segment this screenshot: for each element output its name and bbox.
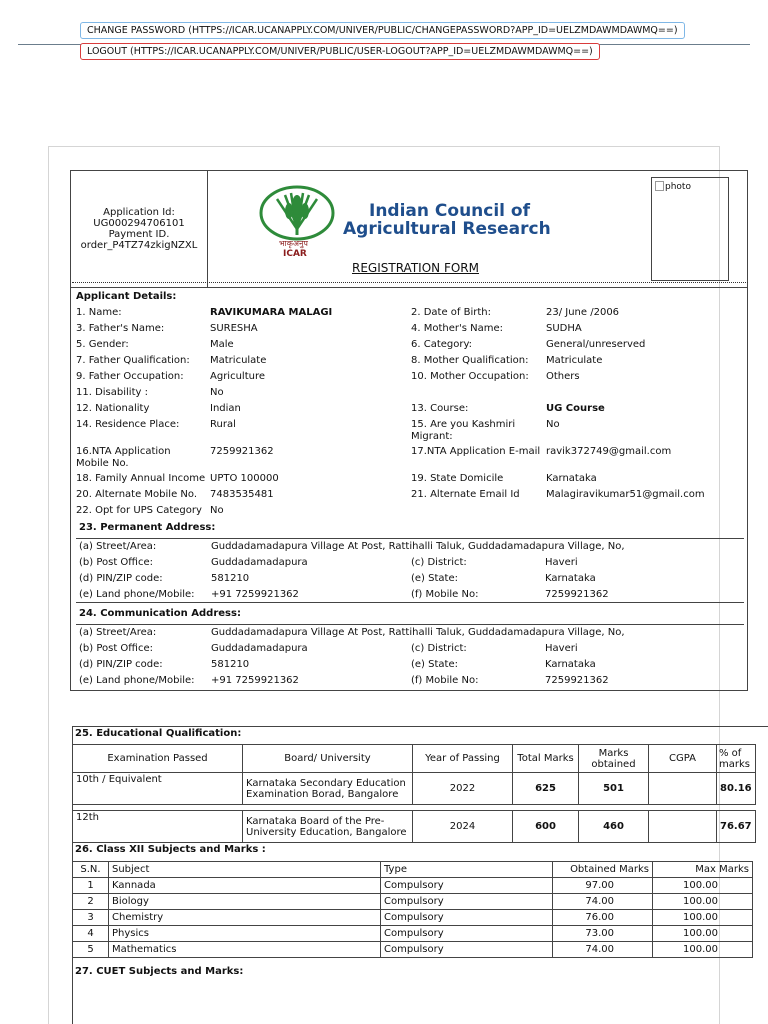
percent-value: 80.16	[717, 773, 756, 805]
comm-pin-value: 581210	[211, 659, 250, 670]
perm-street-value: Guddadamadapura Village At Post, Rattihalli Taluk, Guddadamadapura Village, No,	[211, 541, 625, 552]
communication-address-number: 24.	[79, 608, 97, 619]
subject-value: Kannada	[109, 878, 381, 894]
logo-hindi-text: भाकृअनुप	[279, 239, 308, 248]
col-obtained-marks: Obtained Marks	[553, 862, 653, 878]
father-name-value: SURESHA	[210, 323, 258, 334]
payment-id-label: Payment ID.	[108, 229, 170, 240]
disability-value: No	[210, 387, 224, 398]
residence-value: Rural	[210, 419, 236, 430]
col-total: Total Marks	[513, 745, 579, 773]
sn-value: 3	[73, 910, 109, 926]
subject-row	[73, 878, 753, 894]
detail-row	[76, 489, 748, 505]
nta-email-label: 17.NTA Application E-mail	[411, 446, 541, 457]
subject-row	[73, 910, 753, 926]
permanent-address-heading	[79, 522, 215, 533]
org-name-line1: Indian Council of	[369, 201, 531, 221]
form-header	[70, 170, 748, 288]
sn-value: 1	[73, 878, 109, 894]
detail-row	[76, 355, 748, 371]
col-max-marks: Max Marks	[653, 862, 753, 878]
comm-state-label: (e) State:	[411, 659, 458, 670]
detail-row	[76, 473, 748, 489]
permanent-address-title: Permanent Address:	[100, 522, 216, 533]
address-row	[76, 555, 744, 571]
communication-address-title: Communication Address:	[100, 608, 241, 619]
comm-mobile-label: (f) Mobile No:	[411, 675, 479, 686]
obtained-marks-value: 97.00	[553, 878, 653, 894]
address-row	[76, 641, 744, 657]
perm-mobile-label: (f) Mobile No:	[411, 589, 479, 600]
col-percent: % of marks	[717, 745, 756, 773]
comm-district-label: (c) District:	[411, 643, 467, 654]
address-row	[76, 657, 744, 673]
perm-street-label: (a) Street/Area:	[79, 541, 157, 552]
comm-street-label: (a) Street/Area:	[79, 627, 157, 638]
obtained-value: 501	[579, 773, 649, 805]
permanent-address-number: 23.	[79, 522, 97, 533]
sn-value: 5	[73, 942, 109, 958]
father-name-label: 3. Father's Name:	[76, 323, 165, 334]
obtained-marks-value: 74.00	[553, 942, 653, 958]
father-qualification-label: 7. Father Qualification:	[76, 355, 190, 366]
alternate-email-value: Malagiravikumar51@gmail.com	[546, 489, 705, 500]
col-type: Type	[381, 862, 553, 878]
nationality-value: Indian	[210, 403, 241, 414]
comm-post-value: Guddadamadapura	[211, 643, 308, 654]
type-value: Compulsory	[381, 878, 553, 894]
address-row	[76, 625, 744, 641]
perm-pin-label: (d) PIN/ZIP code:	[79, 573, 163, 584]
perm-phone-value: +91 7259921362	[211, 589, 299, 600]
comm-phone-label: (e) Land phone/Mobile:	[79, 675, 195, 686]
detail-row	[76, 505, 748, 521]
category-value: General/unreserved	[546, 339, 646, 350]
type-value: Compulsory	[381, 910, 553, 926]
type-value: Compulsory	[381, 894, 553, 910]
col-subject: Subject	[109, 862, 381, 878]
photo-box	[651, 177, 729, 281]
detail-row	[76, 387, 748, 403]
alternate-email-label: 21. Alternate Email Id	[411, 489, 520, 500]
obtained-value: 460	[579, 811, 649, 843]
detail-row	[76, 446, 748, 470]
details-border-left	[70, 288, 71, 690]
nta-mobile-label: 16.NTA Application Mobile No.	[76, 446, 171, 469]
gender-value: Male	[210, 339, 234, 350]
detail-row	[76, 419, 748, 443]
class12-table	[72, 861, 753, 958]
comm-pin-label: (d) PIN/ZIP code:	[79, 659, 163, 670]
board-value: Karnataka Board of the Pre-University Education, Bangalore	[243, 811, 413, 843]
subject-value: Physics	[109, 926, 381, 942]
application-info	[71, 171, 208, 287]
subject-row	[73, 942, 753, 958]
subject-row	[73, 926, 753, 942]
residence-label: 14. Residence Place:	[76, 419, 180, 430]
org-name-line2: Agricultural Research	[343, 219, 551, 239]
applicant-details-heading: Applicant Details:	[76, 291, 177, 302]
year-value: 2022	[413, 773, 513, 805]
class12-header-row	[73, 862, 753, 878]
education-table	[72, 744, 756, 843]
education-heading: 25. Educational Qualification:	[75, 728, 242, 739]
address-row	[76, 673, 744, 689]
state-domicile-label: 19. State Domicile	[411, 473, 504, 484]
kashmiri-migrant-value: No	[546, 419, 560, 430]
year-value: 2024	[413, 811, 513, 843]
type-value: Compulsory	[381, 926, 553, 942]
cgpa-value	[649, 811, 717, 843]
permanent-address-table	[76, 538, 744, 603]
mother-name-value: SUDHA	[546, 323, 582, 334]
father-occupation-value: Agriculture	[210, 371, 265, 382]
col-exam: Examination Passed	[73, 745, 243, 773]
col-sn: S.N.	[73, 862, 109, 878]
ups-category-value: No	[210, 505, 224, 516]
nationality-label: 12. Nationality	[76, 403, 150, 414]
education-top-rule	[72, 726, 768, 727]
max-marks-value: 100.00	[653, 942, 753, 958]
col-board: Board/ University	[243, 745, 413, 773]
disability-label: 11. Disability :	[76, 387, 148, 398]
subject-value: Chemistry	[109, 910, 381, 926]
kashmiri-migrant-label: 15. Are you Kashmiri Migrant:	[411, 419, 516, 442]
detail-row	[76, 371, 748, 387]
icar-logo	[257, 183, 343, 262]
education-row	[73, 811, 756, 843]
mother-qualification-value: Matriculate	[546, 355, 603, 366]
payment-id: order_P4TZ74zkigNZXL	[80, 240, 198, 251]
application-id-label: Application Id:	[103, 207, 175, 218]
address-row	[76, 571, 744, 587]
col-obtained: Marks obtained	[579, 745, 649, 773]
address-row	[76, 587, 744, 603]
sn-value: 2	[73, 894, 109, 910]
type-value: Compulsory	[381, 942, 553, 958]
total-value: 625	[513, 773, 579, 805]
col-cgpa: CGPA	[649, 745, 717, 773]
nta-mobile-value: 7259921362	[210, 446, 274, 457]
logout-link[interactable]: LOGOUT (HTTPS://ICAR.UCANAPPLY.COM/UNIVER/PUBLIC/USER-LOGOUT?APP_ID=UELZMDAWMDAWMQ==)	[80, 43, 600, 60]
category-label: 6. Category:	[411, 339, 473, 350]
name-value: RAVIKUMARA MALAGI	[210, 307, 333, 318]
class12-heading: 26. Class XII Subjects and Marks :	[75, 844, 266, 855]
communication-address-heading	[79, 608, 241, 619]
detail-row	[76, 323, 748, 339]
header-dotted-rule	[72, 282, 748, 283]
nta-email-value: ravik372749@gmail.com	[546, 446, 672, 457]
address-row	[76, 539, 744, 555]
state-domicile-value: Karnataka	[546, 473, 597, 484]
father-occupation-label: 9. Father Occupation:	[76, 371, 184, 382]
perm-district-label: (c) District:	[411, 557, 467, 568]
mother-qualification-label: 8. Mother Qualification:	[411, 355, 529, 366]
col-year: Year of Passing	[413, 745, 513, 773]
comm-district-value: Haveri	[545, 643, 578, 654]
logo-icar-text: ICAR	[283, 249, 307, 259]
comm-state-value: Karnataka	[545, 659, 596, 670]
detail-row	[76, 339, 748, 355]
comm-mobile-value: 7259921362	[545, 675, 609, 686]
mother-occupation-label: 10. Mother Occupation:	[411, 371, 529, 382]
max-marks-value: 100.00	[653, 926, 753, 942]
detail-row	[76, 307, 748, 323]
subject-value: Biology	[109, 894, 381, 910]
application-id: UG000294706101	[93, 218, 185, 229]
cgpa-value	[649, 773, 717, 805]
sn-value: 4	[73, 926, 109, 942]
dob-label: 2. Date of Birth:	[411, 307, 491, 318]
broken-image-icon	[655, 181, 664, 191]
perm-phone-label: (e) Land phone/Mobile:	[79, 589, 195, 600]
percent-value: 76.67	[717, 811, 756, 843]
details-border-bottom	[70, 690, 748, 691]
max-marks-value: 100.00	[653, 894, 753, 910]
obtained-marks-value: 76.00	[553, 910, 653, 926]
education-header-row	[73, 745, 756, 773]
cuet-heading: 27. CUET Subjects and Marks:	[75, 966, 244, 977]
perm-state-value: Karnataka	[545, 573, 596, 584]
communication-address-table	[76, 624, 744, 689]
form-title: REGISTRATION FORM	[352, 261, 479, 275]
total-value: 600	[513, 811, 579, 843]
change-password-link[interactable]: CHANGE PASSWORD (HTTPS://ICAR.UCANAPPLY.COM/UNIVER/PUBLIC/CHANGEPASSWORD?APP_ID=UELZMDAWMDAWMQ==)	[80, 22, 685, 39]
perm-district-value: Haveri	[545, 557, 578, 568]
subject-value: Mathematics	[109, 942, 381, 958]
family-income-value: UPTO 100000	[210, 473, 279, 484]
perm-state-label: (e) State:	[411, 573, 458, 584]
father-qualification-value: Matriculate	[210, 355, 267, 366]
photo-alt-text: photo	[665, 182, 691, 192]
max-marks-value: 100.00	[653, 878, 753, 894]
board-value: Karnataka Secondary Education Examination Borad, Bangalore	[243, 773, 413, 805]
perm-post-value: Guddadamadapura	[211, 557, 308, 568]
exam-value: 10th / Equivalent	[73, 773, 243, 805]
gender-label: 5. Gender:	[76, 339, 129, 350]
education-row	[73, 773, 756, 805]
mother-occupation-value: Others	[546, 371, 580, 382]
alternate-mobile-value: 7483535481	[210, 489, 274, 500]
subject-row	[73, 894, 753, 910]
name-label: 1. Name:	[76, 307, 122, 318]
obtained-marks-value: 73.00	[553, 926, 653, 942]
course-value: UG Course	[546, 403, 605, 414]
ups-category-label: 22. Opt for UPS Category	[76, 505, 202, 516]
detail-row	[76, 403, 748, 419]
max-marks-value: 100.00	[653, 910, 753, 926]
comm-phone-value: +91 7259921362	[211, 675, 299, 686]
family-income-label: 18. Family Annual Income	[76, 473, 206, 484]
exam-value: 12th	[73, 811, 243, 843]
alternate-mobile-label: 20. Alternate Mobile No.	[76, 489, 198, 500]
perm-post-label: (b) Post Office:	[79, 557, 153, 568]
perm-mobile-value: 7259921362	[545, 589, 609, 600]
comm-street-value: Guddadamadapura Village At Post, Rattihalli Taluk, Guddadamadapura Village, No,	[211, 627, 625, 638]
obtained-marks-value: 74.00	[553, 894, 653, 910]
perm-pin-value: 581210	[211, 573, 250, 584]
mother-name-label: 4. Mother's Name:	[411, 323, 503, 334]
course-label: 13. Course:	[411, 403, 469, 414]
comm-post-label: (b) Post Office:	[79, 643, 153, 654]
dob-value: 23/ June /2006	[546, 307, 620, 318]
